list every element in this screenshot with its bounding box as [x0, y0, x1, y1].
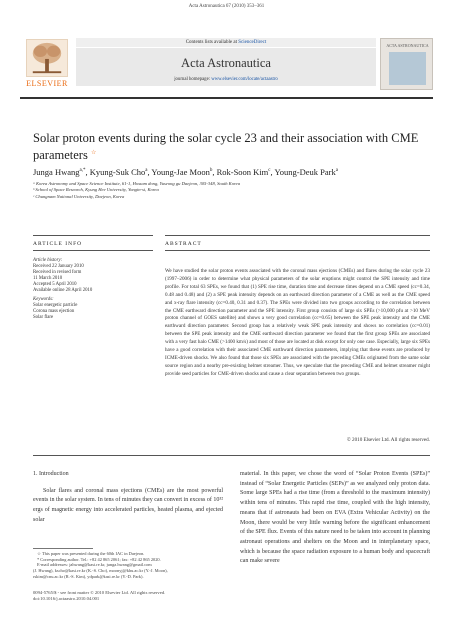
history-accepted: Accepted 5 April 2010	[33, 281, 77, 287]
article-title-text: Solar proton events during the solar cycle 23 and their association with CME parameters	[33, 131, 419, 163]
author-name: Junga Hwang	[33, 167, 80, 177]
author-name: Kyung-Suk Cho	[89, 167, 146, 177]
affiliation-c: ᶜ Chungnam National University, Daejeon, Korea	[33, 193, 125, 199]
author-affiliation-mark: b	[209, 168, 213, 174]
footnotes	[33, 551, 223, 580]
journal-homepage	[76, 77, 376, 82]
abstract-text: We have studied the solar proton events associated with the coronal mass ejections (CMEs) and flares during the solar cycle 23 (1997–2006) in order to determine what physical parameters of the solar eruptions might control the SPE intensity and time profile. For total 63 SPEs, we found that (1) SPE rise time, duration time and decrease times depend on a CME speed (cc=0.34, 0.48 and 0.48) and (2) a SPE peak intensity depends on an earthward direction parameter of a CME as well as the CME speed and x-ray flare intensity (cc=0.40, 0.31 and 0.37). The SPEs were divided into two groups according to the correlation between the CME earthward direction parameter and the SPE intensity. First group consists of large six SPEs (>10,000 pfu at >10 MeV proton channel of GOES satellite) and shows a very good correlation (cc=0.65) between the SPE peak intensity and the CME earthward direction parameter. Second group has a relatively weak SPE peak intensity and shows no correlation (cc=0.01) between the SPE peak intensity and the CME earthward direction parameter we found that the first group SPEs are associated with a very fast halo CME (>1400 km/s) and most of those are located at disk except for only one case. Especially, large six SPEs have a good correlation with their associated CME earthward direction parameters, implying that these events are produced by ICME-driven shocks. We also found that those six SPEs are associated with the preceding CMEs originated from the same solar source region and a nearby pre-existing helmet streamer. Thus, we speculate that the preceding CME and helmet streamer might provide seed particles for CME-driven shocks and cause a clear separation between two groups.	[165, 268, 430, 377]
author-name: Young-Jae Moon	[151, 167, 210, 177]
contents-prefix: Contents lists available at	[185, 40, 239, 45]
journal-name: Acta Astronautica	[181, 56, 271, 70]
history-revised: Received in revised form	[33, 269, 82, 275]
author-affiliation-mark: c	[268, 168, 271, 174]
footnote-email[interactable]: E-mail addresses: jahwang@kasi.re.kr, junga.hwang@gmail.com	[37, 562, 152, 568]
journal-masthead	[20, 38, 433, 94]
masthead-center	[76, 38, 376, 94]
body-divider	[33, 455, 430, 456]
author[interactable]	[90, 167, 148, 177]
cover-image	[389, 52, 426, 85]
body-column-left	[33, 470, 223, 526]
body-column-right	[240, 470, 430, 567]
article-info	[33, 258, 123, 321]
article-title	[33, 131, 433, 163]
author-affiliation-mark: a,*	[79, 168, 86, 174]
keywords-label: Keywords:	[33, 297, 54, 303]
author-list: Junga Hwang$^{a,*}$, Kyung-Suk Cho$^a$, Young-Jae Moon$^b$, Rok-Soon Kim$^c$, Young-Deuk Park$^a$	[33, 167, 338, 177]
homepage-link[interactable]: www.elsevier.com/locate/actaastro	[211, 77, 278, 82]
affiliation-a: ᵃ Korea Astronomy and Space Science Institute, 61-1, Hwaam dong, Yuseong gu Daejeon, 305-348, South Korea	[33, 181, 240, 186]
footnote-corresponding: * Corresponding author. Tel.: +82 42 865 2061; fax: +82 42 865 2020.	[37, 556, 161, 562]
issn-line	[33, 590, 223, 602]
title-footnote-mark[interactable]: ☆	[90, 150, 97, 156]
affiliations	[33, 181, 433, 200]
journal-reference: Acta Astronautica 67 (2010) 353–361	[188, 4, 265, 9]
cover-title: ACTA ASTRONAUTICA	[386, 43, 429, 48]
issn-text: 0094-5765/$ - see front matter © 2010 Elsevier Ltd. All rights reserved.	[33, 590, 166, 595]
author-name: Young-Deuk Park	[274, 167, 336, 177]
masthead-divider	[20, 97, 433, 99]
author[interactable]	[274, 167, 337, 177]
footnote-email-cont[interactable]: (J. Hwang), kscho@kasi.re.kr (K.-S. Cho), moonyj@khu.ac.kr (Y.-J. Moon),	[33, 568, 168, 574]
elsevier-tree-icon	[26, 39, 68, 77]
contents-bar	[76, 38, 376, 47]
keyword-item: Corona mass ejection	[33, 309, 75, 315]
section-heading-introduction: 1. Introduction	[33, 471, 69, 477]
article-info-heading: ARTICLE INFO	[33, 241, 83, 247]
author[interactable]	[33, 167, 86, 177]
history-label: Article history:	[33, 258, 63, 263]
author[interactable]	[151, 167, 212, 177]
author-name: Rok-Soon Kim	[216, 167, 269, 177]
footnote-email-cont[interactable]: rskim@cnu.ac.kr (R.-S. Kim), ydpark@kasi.re.kr (Y.-D. Park).	[33, 573, 144, 579]
author-affiliation-mark: a	[145, 168, 148, 174]
abstract-copyright: © 2010 Elsevier Ltd. All rights reserved.	[346, 437, 430, 443]
elsevier-wordmark: ELSEVIER	[26, 79, 68, 88]
body-paragraph: material. In this paper, we chose the word of “Solar Proton Events (SPEs)” instead of “Solar Energetic Particles (SEPs)” as we analyzed only proton data. Some large SPEs had a rise time (from a threshold to the maximum intensity) within tens of minutes. This rapid rise time, coupled with the high intensity, means that if astronauts had been on EVA (Extra Vehicular Activity) on the Moon, there would be very little warning before the significant enhancement of the SPE flux. Events of this nature need to be taken into account in planning astronaut operations and shelters on the Moon and in interplanetary space, which is because the space radiation exposure to a human body and spacecraft can make severe	[240, 471, 430, 565]
body-paragraph: Solar flares and coronal mass ejections (CMEs) are the most powerful events in the solar system. In tens of minutes they can convert in excess of 10³² ergs of magnetic energy into accelerated particles, heated plasma, and ejected solar	[33, 487, 223, 523]
author[interactable]	[217, 167, 271, 177]
article-info-rule	[33, 250, 153, 251]
journal-title-block	[76, 48, 376, 86]
author-affiliation-mark: a	[335, 168, 338, 174]
elsevier-logo	[20, 39, 74, 91]
footnote-divider	[33, 548, 93, 549]
doi-link[interactable]: doi:10.1016/j.actaastro.2010.04.001	[33, 595, 100, 601]
history-received: Received 22 January 2010	[33, 263, 84, 269]
sciencedirect-link[interactable]: ScienceDirect	[238, 40, 267, 45]
keyword-item: Solar flare	[33, 315, 54, 321]
history-revised-date: 11 March 2010	[33, 275, 63, 281]
footnote-presentation: ☆ This paper was presented during the 60th IAC in Daejeon.	[37, 551, 145, 556]
abstract-rule	[165, 250, 430, 251]
article-info-top-rule	[33, 235, 153, 236]
homepage-prefix: journal homepage:	[174, 77, 212, 82]
abstract-heading: ABSTRACT	[165, 241, 202, 247]
journal-cover-thumbnail	[380, 38, 433, 90]
keyword-item: Solar energetic particle	[33, 303, 78, 309]
abstract-top-rule	[165, 235, 430, 236]
affiliation-b: ᵇ School of Space Research, Kyung Hee University, Yongin-si, Korea	[33, 187, 159, 193]
history-online: Available online 28 April 2010	[33, 287, 93, 293]
